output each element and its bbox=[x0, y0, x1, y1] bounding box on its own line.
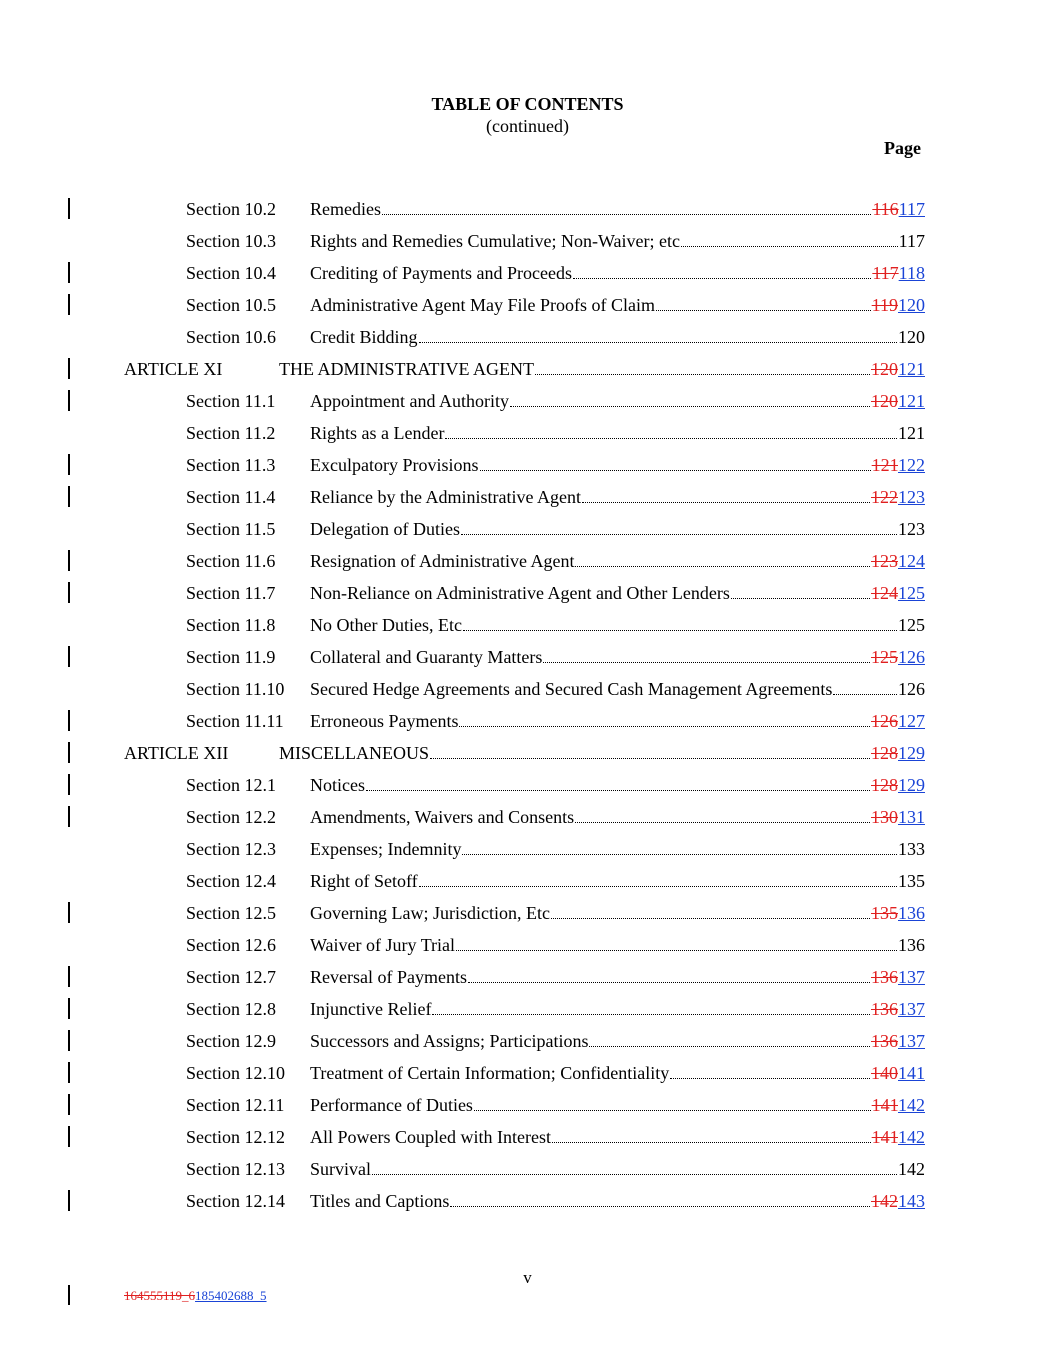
toc-entry-page bbox=[871, 966, 925, 988]
toc-entry-number: ARTICLE XII bbox=[124, 743, 229, 763]
toc-section-row bbox=[0, 774, 1055, 806]
toc-entry-title: MISCELLANEOUS bbox=[279, 743, 430, 763]
toc-section-row bbox=[0, 1062, 1055, 1094]
toc-entry-page: 135 bbox=[898, 871, 925, 891]
page-inserted: 117 bbox=[898, 199, 925, 219]
page-inserted: 143 bbox=[898, 1191, 925, 1211]
toc-entry bbox=[310, 486, 925, 508]
dot-leader bbox=[432, 998, 870, 1015]
dot-leader bbox=[419, 326, 898, 343]
dot-leader bbox=[681, 230, 898, 247]
toc-entry-title: Right of Setoff bbox=[310, 871, 418, 891]
toc-entry-number: Section 10.3 bbox=[186, 231, 276, 251]
page-deleted: 120 bbox=[871, 359, 898, 379]
toc-entry-page: 121 bbox=[898, 423, 925, 443]
dot-leader bbox=[474, 1094, 871, 1111]
toc-entry-number: Section 12.9 bbox=[186, 1031, 276, 1051]
toc-entry bbox=[310, 838, 925, 860]
toc-entry-title: Rights and Remedies Cumulative; Non-Waiver; etc bbox=[310, 231, 680, 251]
toc-entry-number: Section 12.8 bbox=[186, 999, 276, 1019]
change-bar bbox=[68, 1285, 70, 1305]
toc-section-row bbox=[0, 390, 1055, 422]
toc-section-row bbox=[0, 486, 1055, 518]
toc-article-row bbox=[0, 358, 1055, 390]
toc-entry bbox=[310, 550, 925, 572]
toc-entry-page bbox=[871, 1030, 925, 1052]
dot-leader bbox=[468, 966, 870, 983]
toc-entry bbox=[279, 358, 925, 380]
toc-entry bbox=[310, 518, 925, 540]
dot-leader bbox=[480, 454, 871, 471]
page-deleted: 136 bbox=[871, 1031, 898, 1051]
toc-section-row bbox=[0, 934, 1055, 966]
toc-title: TABLE OF CONTENTS bbox=[431, 94, 624, 114]
toc-entry-title: Titles and Captions bbox=[310, 1191, 450, 1211]
change-bar bbox=[68, 966, 70, 987]
toc-section-row bbox=[0, 838, 1055, 870]
toc-entry bbox=[310, 998, 925, 1020]
change-bar bbox=[68, 998, 70, 1019]
change-bar bbox=[68, 390, 70, 411]
toc-section-row bbox=[0, 294, 1055, 326]
toc-entry bbox=[310, 198, 925, 220]
page-deleted: 123 bbox=[871, 551, 898, 571]
dot-leader bbox=[552, 1126, 871, 1143]
page-inserted: 121 bbox=[898, 359, 925, 379]
dot-leader bbox=[366, 774, 870, 791]
toc-entry-page bbox=[872, 294, 925, 316]
change-bar bbox=[68, 294, 70, 315]
toc-entry bbox=[310, 262, 925, 284]
dot-leader bbox=[459, 710, 870, 727]
toc-entry-title: Expenses; Indemnity bbox=[310, 839, 462, 859]
toc-entry-page bbox=[871, 582, 925, 604]
toc-entry bbox=[310, 582, 925, 604]
toc-entry bbox=[310, 934, 925, 956]
toc-entry bbox=[310, 1126, 925, 1148]
change-bar bbox=[68, 710, 70, 731]
toc-entry-page bbox=[871, 710, 925, 732]
toc-entry-number: Section 11.9 bbox=[186, 647, 276, 667]
page-deleted: 128 bbox=[871, 743, 898, 763]
toc-entry bbox=[279, 742, 925, 764]
toc-entry-page bbox=[871, 358, 925, 380]
toc-section-row bbox=[0, 230, 1055, 262]
toc-entry-title: Reliance by the Administrative Agent bbox=[310, 487, 581, 507]
change-bar bbox=[68, 646, 70, 667]
page-inserted: 141 bbox=[898, 1063, 925, 1083]
toc-entry-page: 126 bbox=[898, 679, 925, 699]
toc-section-row bbox=[0, 326, 1055, 358]
toc-entry-number: Section 10.2 bbox=[186, 199, 276, 219]
toc-entry bbox=[310, 326, 925, 348]
toc-section-row bbox=[0, 902, 1055, 934]
dot-leader bbox=[450, 1190, 870, 1207]
page-deleted: 128 bbox=[871, 775, 898, 795]
toc-entry-title: Resignation of Administrative Agent bbox=[310, 551, 575, 571]
dot-leader bbox=[833, 678, 897, 695]
toc-entry-page: 133 bbox=[898, 839, 925, 859]
page-deleted: 130 bbox=[871, 807, 898, 827]
toc-section-row bbox=[0, 870, 1055, 902]
dot-leader bbox=[456, 934, 897, 951]
toc-entry-page bbox=[872, 198, 925, 220]
change-bar bbox=[68, 550, 70, 571]
page-inserted: 142 bbox=[898, 1127, 925, 1147]
page-inserted: 122 bbox=[898, 455, 925, 475]
change-bar bbox=[68, 1030, 70, 1051]
toc-entry-page: 142 bbox=[898, 1159, 925, 1179]
page-deleted: 122 bbox=[871, 487, 898, 507]
page-inserted: 125 bbox=[898, 583, 925, 603]
dot-leader bbox=[582, 486, 870, 503]
toc-entry-number: Section 12.4 bbox=[186, 871, 276, 891]
toc-entry-number: Section 12.7 bbox=[186, 967, 276, 987]
toc-entry-number: ARTICLE XI bbox=[124, 359, 223, 379]
toc-entry-page bbox=[871, 998, 925, 1020]
toc-entry-title: Crediting of Payments and Proceeds bbox=[310, 263, 572, 283]
toc-entry-title: Rights as a Lender bbox=[310, 423, 445, 443]
toc-entry-page bbox=[872, 1094, 925, 1116]
toc-entry-title: Governing Law; Jurisdiction, Etc bbox=[310, 903, 550, 923]
toc-entry-page bbox=[872, 1126, 925, 1148]
page-column-label: Page bbox=[884, 138, 921, 158]
toc-entry-page: 125 bbox=[898, 615, 925, 635]
toc-section-row bbox=[0, 1158, 1055, 1190]
toc-entry-number: Section 11.2 bbox=[186, 423, 276, 443]
toc-section-row bbox=[0, 582, 1055, 614]
toc-entry-number: Section 10.5 bbox=[186, 295, 276, 315]
toc-section-row bbox=[0, 518, 1055, 550]
toc-entry-number: Section 11.10 bbox=[186, 679, 285, 699]
document-id bbox=[124, 1288, 267, 1304]
page-inserted: 121 bbox=[898, 391, 925, 411]
toc-entry-title: Injunctive Relief bbox=[310, 999, 432, 1019]
toc-entry-page: 123 bbox=[898, 519, 925, 539]
toc-entry-number: Section 11.3 bbox=[186, 455, 276, 475]
toc-entry bbox=[310, 614, 925, 636]
change-bar bbox=[68, 262, 70, 283]
page-deleted: 124 bbox=[871, 583, 898, 603]
dot-leader bbox=[463, 614, 897, 631]
toc-section-row bbox=[0, 710, 1055, 742]
page-inserted: 129 bbox=[898, 743, 925, 763]
toc-entry-title: Performance of Duties bbox=[310, 1095, 473, 1115]
dot-leader bbox=[573, 262, 871, 279]
toc-subtitle: (continued) bbox=[486, 116, 569, 136]
document-id-inserted: 185402688_5 bbox=[195, 1288, 267, 1303]
document-id-deleted: 164555119_6 bbox=[124, 1288, 196, 1303]
toc-entry-number: Section 10.4 bbox=[186, 263, 276, 283]
page-inserted: 136 bbox=[898, 903, 925, 923]
change-bar bbox=[68, 902, 70, 923]
toc-entry-page bbox=[871, 806, 925, 828]
change-bar bbox=[68, 774, 70, 795]
toc-entry-title: THE ADMINISTRATIVE AGENT bbox=[279, 359, 534, 379]
toc-entry bbox=[310, 806, 925, 828]
toc-entry-number: Section 11.6 bbox=[186, 551, 276, 571]
toc-section-row bbox=[0, 1190, 1055, 1222]
toc-entry-page: 117 bbox=[898, 231, 925, 251]
dot-leader bbox=[543, 646, 870, 663]
toc-entry-title: Delegation of Duties bbox=[310, 519, 460, 539]
change-bar bbox=[68, 198, 70, 219]
toc-entry-title: Secured Hedge Agreements and Secured Cash Management Agreements bbox=[310, 679, 833, 699]
page-deleted: 136 bbox=[871, 999, 898, 1019]
toc-entry bbox=[310, 870, 925, 892]
toc-entry-title: Survival bbox=[310, 1159, 371, 1179]
toc-entry-title: Credit Bidding bbox=[310, 327, 418, 347]
toc-list bbox=[0, 198, 1055, 1222]
toc-entry bbox=[310, 710, 925, 732]
toc-entry bbox=[310, 422, 925, 444]
dot-leader bbox=[731, 582, 870, 599]
toc-entry bbox=[310, 1190, 925, 1212]
toc-section-row bbox=[0, 678, 1055, 710]
footer-page-number: v bbox=[523, 1268, 532, 1287]
toc-entry-number: Section 12.10 bbox=[186, 1063, 285, 1083]
toc-entry-number: Section 12.14 bbox=[186, 1191, 285, 1211]
toc-entry-number: Section 12.3 bbox=[186, 839, 276, 859]
toc-entry bbox=[310, 390, 925, 412]
toc-entry-title: Waiver of Jury Trial bbox=[310, 935, 456, 955]
page-inserted: 123 bbox=[898, 487, 925, 507]
page-deleted: 141 bbox=[871, 1127, 898, 1147]
toc-section-row bbox=[0, 1094, 1055, 1126]
toc-entry bbox=[310, 678, 925, 700]
page-deleted: 141 bbox=[871, 1095, 898, 1115]
change-bar bbox=[68, 742, 70, 763]
page-deleted: 116 bbox=[872, 199, 899, 219]
dot-leader bbox=[461, 518, 897, 535]
toc-entry-page bbox=[871, 646, 925, 668]
toc-entry-number: Section 12.2 bbox=[186, 807, 276, 827]
toc-entry bbox=[310, 966, 925, 988]
dot-leader bbox=[372, 1158, 897, 1175]
dot-leader bbox=[382, 198, 871, 215]
page-inserted: 142 bbox=[898, 1095, 925, 1115]
toc-entry-title: Reversal of Payments bbox=[310, 967, 467, 987]
toc-entry bbox=[310, 1158, 925, 1180]
toc-entry-number: Section 12.11 bbox=[186, 1095, 285, 1115]
toc-section-row bbox=[0, 550, 1055, 582]
change-bar bbox=[68, 1126, 70, 1147]
change-bar bbox=[68, 582, 70, 603]
page-inserted: 129 bbox=[898, 775, 925, 795]
dot-leader bbox=[419, 870, 897, 887]
toc-entry-page bbox=[871, 774, 925, 796]
toc-entry-page bbox=[872, 262, 925, 284]
page-deleted: 126 bbox=[871, 711, 898, 731]
page-inserted: 137 bbox=[898, 967, 925, 987]
page-deleted: 135 bbox=[871, 903, 898, 923]
toc-entry bbox=[310, 774, 925, 796]
toc-article-row bbox=[0, 742, 1055, 774]
dot-leader bbox=[510, 390, 870, 407]
dot-leader bbox=[589, 1030, 870, 1047]
toc-entry-page bbox=[871, 1190, 925, 1212]
toc-section-row bbox=[0, 998, 1055, 1030]
change-bar bbox=[68, 454, 70, 475]
dot-leader bbox=[575, 550, 870, 567]
dot-leader bbox=[462, 838, 897, 855]
toc-entry-number: Section 10.6 bbox=[186, 327, 276, 347]
toc-entry-number: Section 12.12 bbox=[186, 1127, 285, 1147]
page-inserted: 120 bbox=[898, 295, 925, 315]
page-deleted: 119 bbox=[871, 295, 898, 315]
toc-entry bbox=[310, 294, 925, 316]
toc-entry-page: 136 bbox=[898, 935, 925, 955]
toc-section-row bbox=[0, 198, 1055, 230]
toc-section-row bbox=[0, 806, 1055, 838]
toc-entry bbox=[310, 646, 925, 668]
toc-entry-title: All Powers Coupled with Interest bbox=[310, 1127, 551, 1147]
page-deleted: 136 bbox=[871, 967, 898, 987]
toc-section-row bbox=[0, 614, 1055, 646]
toc-entry-number: Section 11.4 bbox=[186, 487, 276, 507]
toc-entry-title: Erroneous Payments bbox=[310, 711, 459, 731]
toc-entry bbox=[310, 1094, 925, 1116]
toc-entry-number: Section 12.1 bbox=[186, 775, 276, 795]
page-deleted: 142 bbox=[871, 1191, 898, 1211]
page-inserted: 126 bbox=[898, 647, 925, 667]
toc-entry-number: Section 11.8 bbox=[186, 615, 276, 635]
toc-entry-page bbox=[871, 390, 925, 412]
toc-entry-number: Section 11.1 bbox=[186, 391, 276, 411]
page-inserted: 124 bbox=[898, 551, 925, 571]
page-inserted: 118 bbox=[898, 263, 925, 283]
toc-section-row bbox=[0, 1126, 1055, 1158]
toc-entry-page bbox=[872, 454, 925, 476]
change-bar bbox=[68, 358, 70, 379]
toc-entry-title: Appointment and Authority bbox=[310, 391, 509, 411]
toc-entry-title: Amendments, Waivers and Consents bbox=[310, 807, 575, 827]
toc-entry-page: 120 bbox=[898, 327, 925, 347]
toc-entry-title: Notices bbox=[310, 775, 365, 795]
toc-entry-number: Section 12.6 bbox=[186, 935, 276, 955]
toc-entry-page bbox=[871, 1062, 925, 1084]
toc-section-row bbox=[0, 422, 1055, 454]
page-deleted: 125 bbox=[871, 647, 898, 667]
toc-entry-page bbox=[871, 742, 925, 764]
toc-entry bbox=[310, 1062, 925, 1084]
dot-leader bbox=[445, 422, 897, 439]
toc-entry-title: No Other Duties, Etc bbox=[310, 615, 462, 635]
change-bar bbox=[68, 1094, 70, 1115]
page-inserted: 131 bbox=[898, 807, 925, 827]
toc-entry-title: Successors and Assigns; Participations bbox=[310, 1031, 589, 1051]
toc-entry bbox=[310, 454, 925, 476]
toc-section-row bbox=[0, 1030, 1055, 1062]
toc-entry-title: Remedies bbox=[310, 199, 381, 219]
toc-entry bbox=[310, 1030, 925, 1052]
toc-entry-title: Treatment of Certain Information; Confidentiality bbox=[310, 1063, 670, 1083]
page-deleted: 121 bbox=[871, 455, 898, 475]
page-deleted: 120 bbox=[871, 391, 898, 411]
toc-entry-page bbox=[871, 486, 925, 508]
toc-entry-page bbox=[871, 902, 925, 924]
change-bar bbox=[68, 1190, 70, 1211]
toc-entry-title: Exculpatory Provisions bbox=[310, 455, 479, 475]
toc-entry bbox=[310, 230, 925, 252]
toc-entry-number: Section 11.11 bbox=[186, 711, 284, 731]
toc-section-row bbox=[0, 646, 1055, 678]
page-deleted: 140 bbox=[871, 1063, 898, 1083]
toc-entry-number: Section 12.13 bbox=[186, 1159, 285, 1179]
dot-leader bbox=[575, 806, 870, 823]
toc-section-row bbox=[0, 262, 1055, 294]
change-bar bbox=[68, 806, 70, 827]
change-bar bbox=[68, 486, 70, 507]
toc-section-row bbox=[0, 454, 1055, 486]
toc-section-row bbox=[0, 966, 1055, 998]
page-inserted: 137 bbox=[898, 999, 925, 1019]
page-inserted: 127 bbox=[898, 711, 925, 731]
toc-entry-page bbox=[871, 550, 925, 572]
toc-entry bbox=[310, 902, 925, 924]
dot-leader bbox=[430, 742, 870, 759]
page-deleted: 117 bbox=[872, 263, 899, 283]
toc-entry-number: Section 12.5 bbox=[186, 903, 276, 923]
toc-entry-title: Non-Reliance on Administrative Agent and Other Lenders bbox=[310, 583, 730, 603]
dot-leader bbox=[535, 358, 870, 375]
change-bar bbox=[68, 1062, 70, 1083]
page-inserted: 137 bbox=[898, 1031, 925, 1051]
toc-entry-title: Administrative Agent May File Proofs of Claim bbox=[310, 295, 655, 315]
dot-leader bbox=[670, 1062, 870, 1079]
toc-entry-number: Section 11.7 bbox=[186, 583, 276, 603]
dot-leader bbox=[656, 294, 871, 311]
dot-leader bbox=[551, 902, 870, 919]
toc-entry-number: Section 11.5 bbox=[186, 519, 276, 539]
toc-entry-title: Collateral and Guaranty Matters bbox=[310, 647, 543, 667]
